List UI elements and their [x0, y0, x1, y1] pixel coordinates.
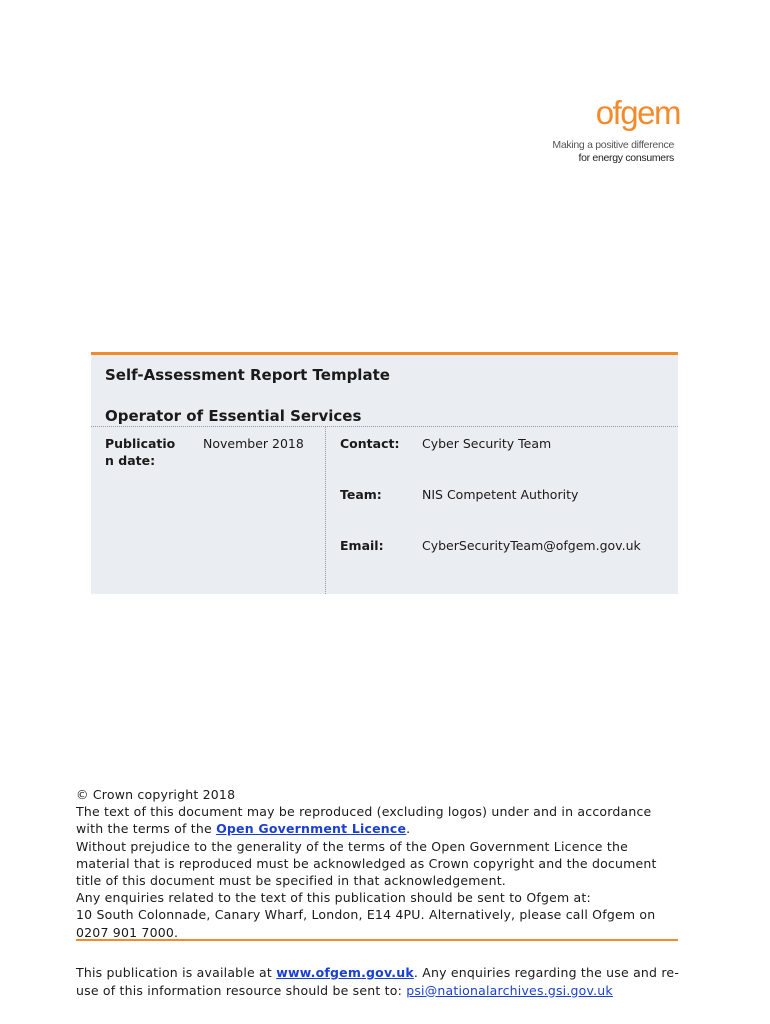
reproduction-text: The text of this document may be reproduced (excluding logos) under and in accordance with the terms of the [76, 804, 652, 837]
ofgem-logo [540, 96, 680, 165]
reproduction-text-end: . [406, 821, 411, 837]
team-label: Team: [340, 487, 382, 502]
logo-wordmark: ofgem [595, 94, 680, 131]
availability-text: This publication is available at [76, 965, 277, 980]
footer-divider [76, 939, 678, 941]
email-label: Email: [340, 538, 384, 553]
logo-tagline-2: for energy consumers [578, 152, 674, 164]
legal-notice [76, 786, 676, 941]
enquiries-paragraph: Any enquiries related to the text of this publication should be sent to Ofgem at: [76, 890, 591, 906]
open-government-licence-link[interactable]: Open Government Licence [216, 821, 407, 837]
document-info-panel [91, 352, 678, 594]
email-value: CyberSecurityTeam@ofgem.gov.uk [422, 538, 641, 553]
national-archives-email-link[interactable]: psi@nationalarchives.gsi.gov.uk [406, 982, 613, 998]
availability-text-2: . Any enquiries regarding the use and re-use of this information resource should be sent to: [76, 965, 680, 998]
document-title: Self-Assessment Report Template [105, 366, 390, 384]
contact-label: Contact: [340, 436, 400, 451]
copyright-line: © Crown copyright 2018 [76, 787, 236, 802]
document-subtitle: Operator of Essential Services [105, 407, 362, 425]
address-paragraph: 10 South Colonnade, Canary Wharf, London, E14 4PU. Alternatively, please call Ofgem on 0207 901 7000. [76, 907, 656, 940]
reproduction-paragraph [76, 803, 676, 837]
column-divider [325, 427, 326, 594]
contact-value: Cyber Security Team [422, 436, 552, 451]
team-value: NIS Competent Authority [422, 487, 579, 502]
availability-paragraph [76, 964, 686, 999]
publication-date-value: November 2018 [203, 436, 304, 451]
publication-date-label: Publicatio n date: [105, 436, 176, 468]
prejudice-paragraph: Without prejudice to the generality of the terms of the Open Government Licence the material that is reproduced must be acknowledged as Crown copyright and the document title of this document must be specified in that acknowledgement. [76, 838, 657, 889]
ofgem-website-link[interactable]: www.ofgem.gov.uk [276, 965, 414, 980]
logo-tagline-1: Making a positive difference [552, 139, 674, 151]
panel-divider [91, 426, 678, 427]
